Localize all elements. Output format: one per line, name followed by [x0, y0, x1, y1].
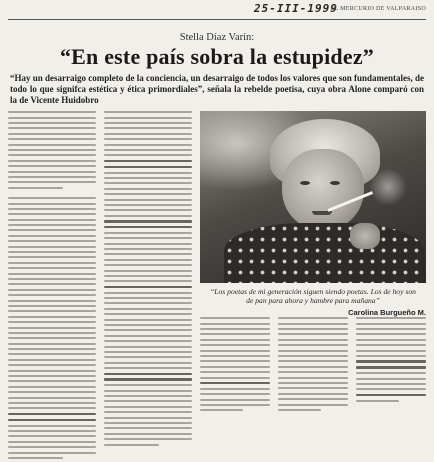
article-intro: “Hay un desarraigo completo de la conciencia, un desarraigo de todos los valores que son fundamentales, de todo lo que signifca estética y ética primordiales”, señala la rebelde poetisa, cuya obra Alone comparó con la de Vicente Huidobro — [10, 73, 424, 106]
newspaper-name: EL MERCURIO DE VALPARAISO — [330, 6, 426, 12]
body-column-5 — [356, 317, 426, 405]
body-column-3 — [200, 317, 270, 415]
article-headline: “En este país sobra la estupidez” — [59, 44, 374, 69]
article-byline: Carolina Burgueño M. — [348, 308, 426, 318]
photo-column — [200, 111, 426, 305]
body-column-2 — [104, 111, 192, 449]
article-kicker: Stella Díaz Varín: — [179, 32, 255, 43]
handwritten-date: 25-III-1999 — [254, 2, 338, 15]
photo-caption: “Los poetas de mi generación siguen siendo poetas. Los de hoy son de pan para ahora y hambre para mañana” — [210, 287, 416, 306]
masthead — [8, 0, 426, 18]
masthead-rule — [8, 19, 426, 20]
article-body — [8, 111, 426, 403]
body-column-4 — [278, 317, 348, 414]
portrait-photo — [200, 111, 426, 283]
body-column-1 — [8, 111, 96, 462]
